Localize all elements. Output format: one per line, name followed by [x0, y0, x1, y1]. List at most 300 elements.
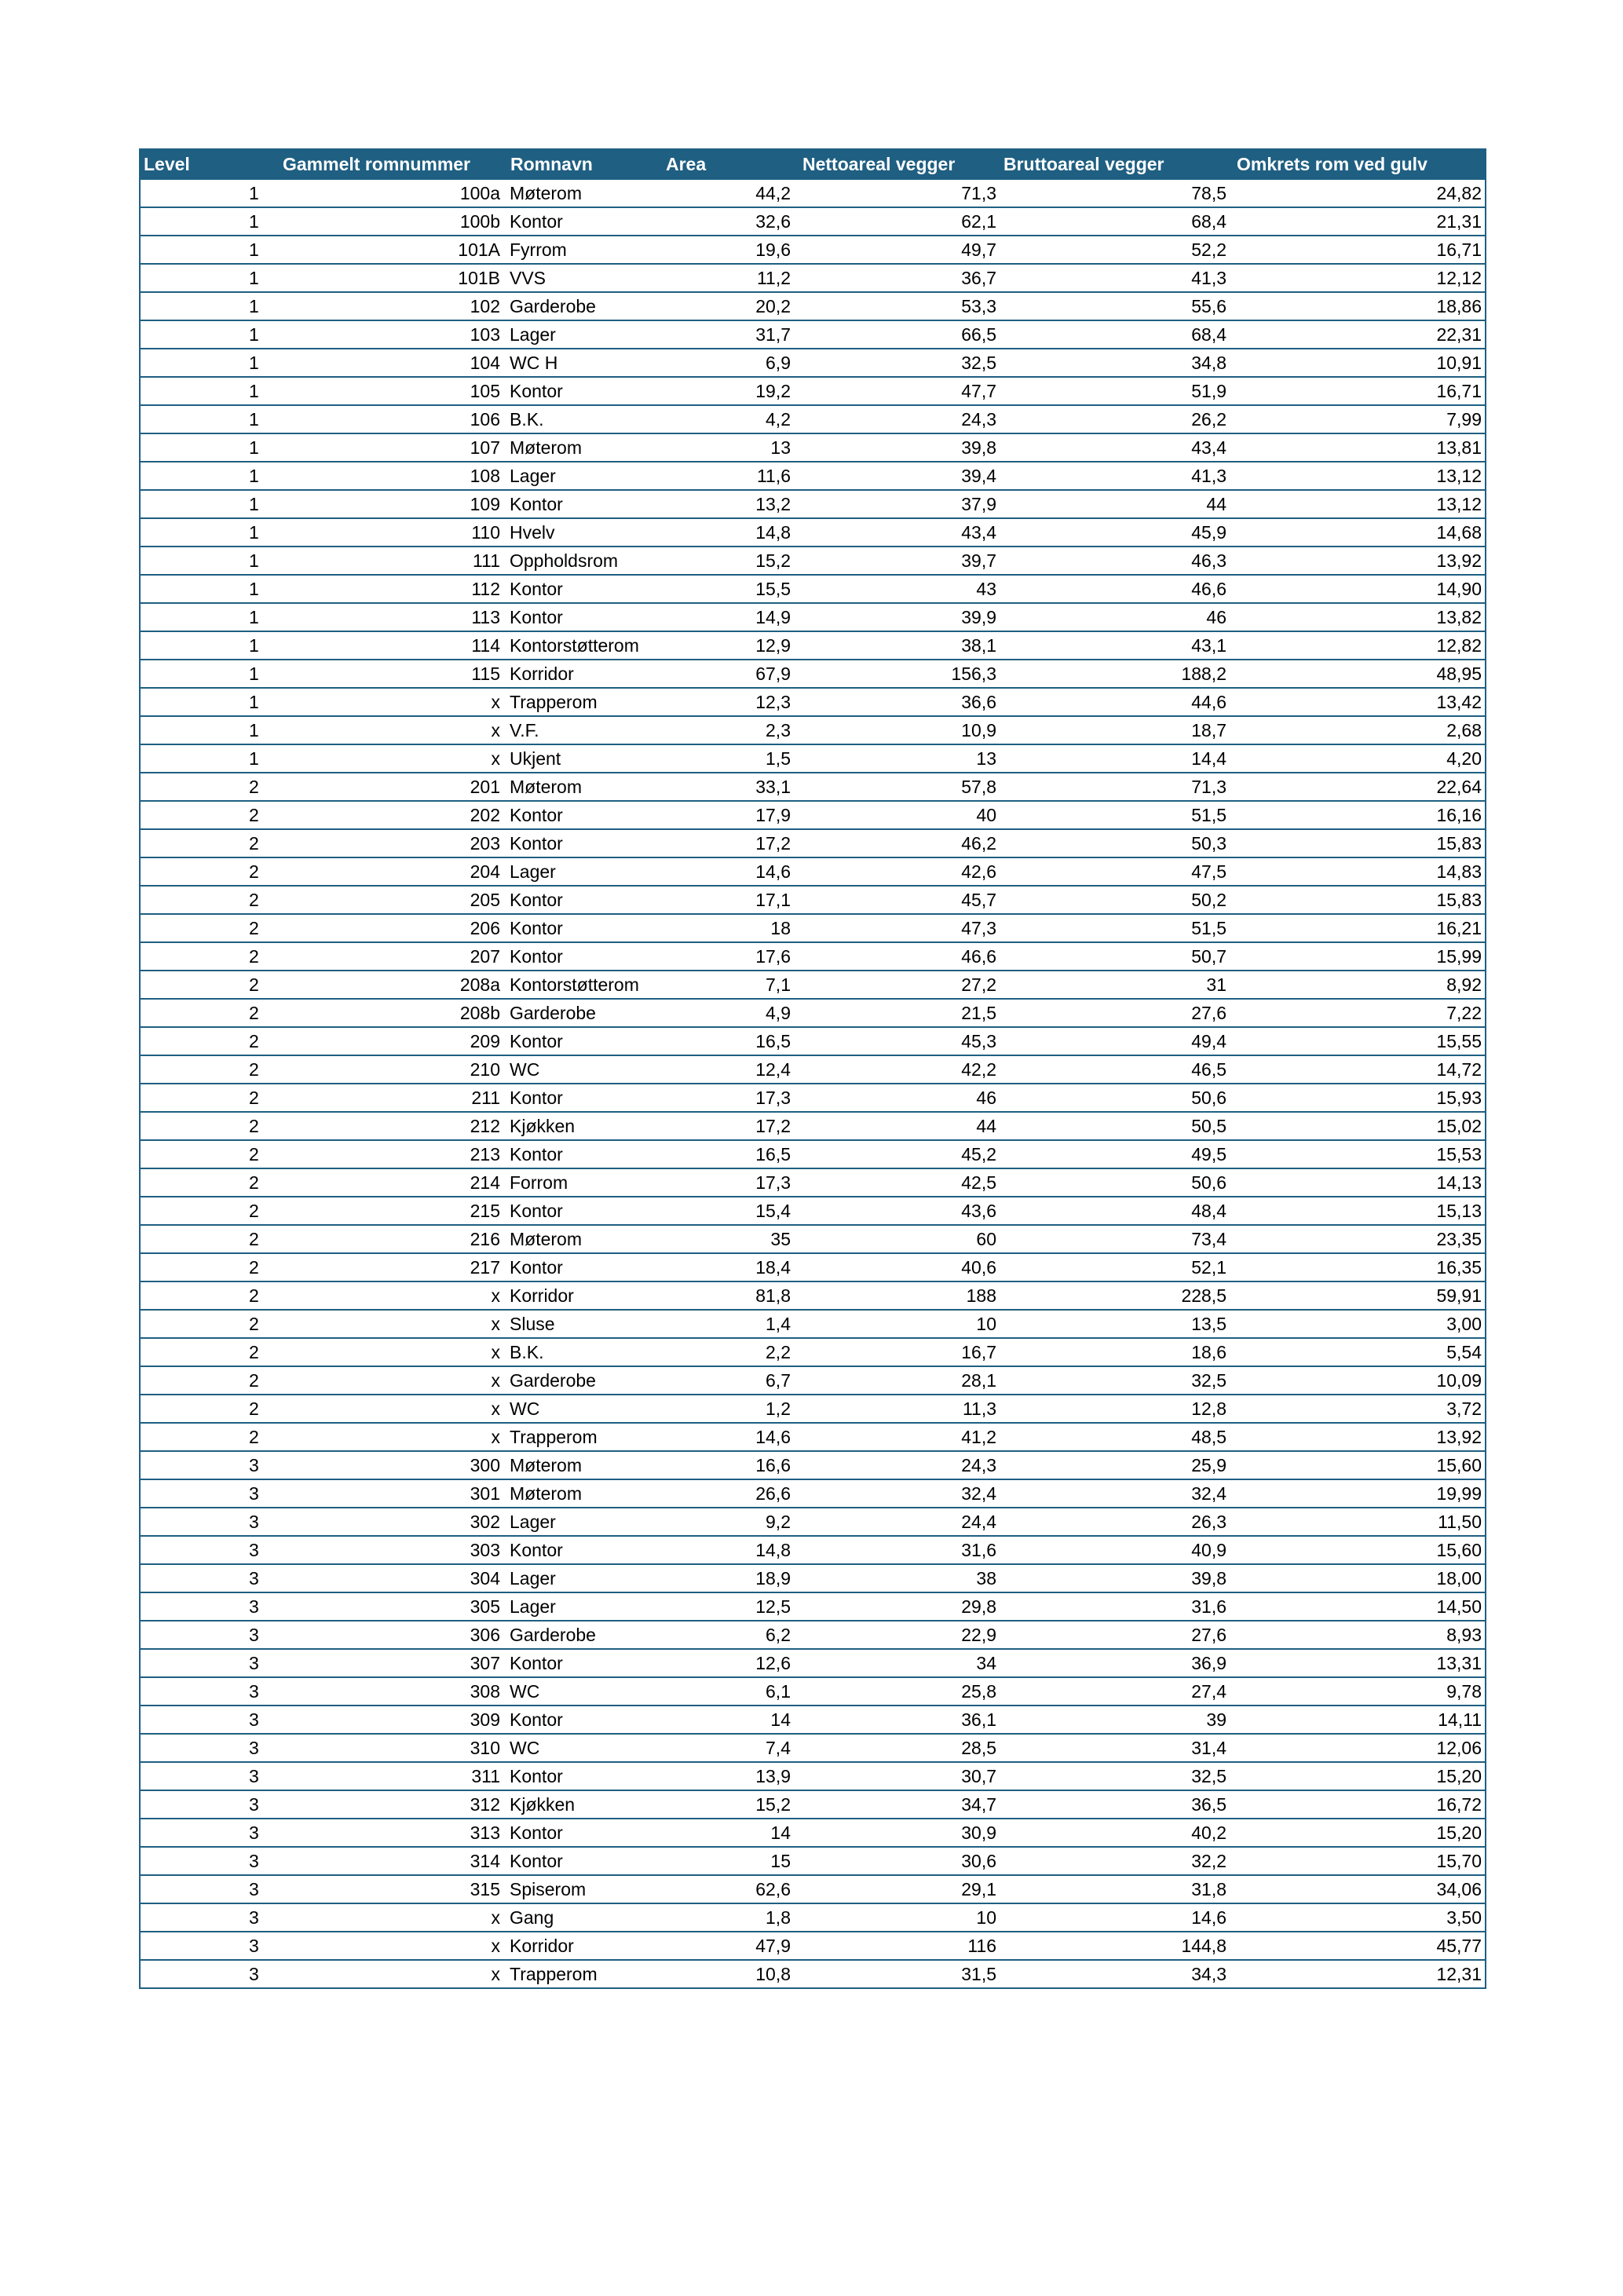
cell-area: 20,2 — [662, 292, 794, 320]
cell-floor-perimeter: 4,20 — [1230, 744, 1486, 773]
cell-net-wall-area: 37,9 — [794, 490, 1000, 518]
cell-level: 2 — [140, 1168, 266, 1197]
table-row — [140, 1536, 1486, 1564]
cell-gross-wall-area: 46,6 — [1000, 575, 1230, 603]
cell-level: 1 — [140, 518, 266, 547]
table-row — [140, 1338, 1486, 1366]
cell-old-room-number: x — [266, 1932, 506, 1960]
cell-level: 3 — [140, 1706, 266, 1734]
cell-level: 2 — [140, 1395, 266, 1423]
cell-gross-wall-area: 50,2 — [1000, 886, 1230, 914]
table-row — [140, 1734, 1486, 1762]
cell-old-room-number: 312 — [266, 1790, 506, 1819]
table-row — [140, 1903, 1486, 1932]
cell-gross-wall-area: 68,4 — [1000, 320, 1230, 349]
cell-old-room-number: 100a — [266, 179, 506, 207]
cell-area: 6,7 — [662, 1366, 794, 1395]
cell-old-room-number: 205 — [266, 886, 506, 914]
cell-gross-wall-area: 27,6 — [1000, 999, 1230, 1027]
cell-net-wall-area: 40,6 — [794, 1253, 1000, 1281]
cell-area: 4,2 — [662, 405, 794, 433]
cell-room-name: Kontor — [506, 1253, 662, 1281]
cell-area: 81,8 — [662, 1281, 794, 1310]
table-row — [140, 264, 1486, 292]
cell-floor-perimeter: 12,12 — [1230, 264, 1486, 292]
cell-net-wall-area: 43 — [794, 575, 1000, 603]
cell-floor-perimeter: 22,31 — [1230, 320, 1486, 349]
cell-old-room-number: 212 — [266, 1112, 506, 1140]
cell-area: 14 — [662, 1706, 794, 1734]
cell-floor-perimeter: 15,99 — [1230, 942, 1486, 971]
cell-old-room-number: x — [266, 1310, 506, 1338]
cell-gross-wall-area: 32,2 — [1000, 1847, 1230, 1875]
cell-area: 12,3 — [662, 688, 794, 716]
cell-net-wall-area: 30,9 — [794, 1819, 1000, 1847]
cell-net-wall-area: 32,5 — [794, 349, 1000, 377]
cell-net-wall-area: 30,6 — [794, 1847, 1000, 1875]
cell-floor-perimeter: 3,72 — [1230, 1395, 1486, 1423]
cell-room-name: Lager — [506, 1508, 662, 1536]
table-row — [140, 349, 1486, 377]
table-row — [140, 490, 1486, 518]
cell-room-name: Møterom — [506, 179, 662, 207]
cell-room-name: Garderobe — [506, 1621, 662, 1649]
cell-gross-wall-area: 40,2 — [1000, 1819, 1230, 1847]
cell-level: 3 — [140, 1649, 266, 1677]
cell-room-name: Kontor — [506, 1649, 662, 1677]
cell-level: 1 — [140, 631, 266, 660]
cell-net-wall-area: 41,2 — [794, 1423, 1000, 1451]
table-row — [140, 1451, 1486, 1479]
cell-gross-wall-area: 32,5 — [1000, 1762, 1230, 1790]
cell-old-room-number: 217 — [266, 1253, 506, 1281]
cell-net-wall-area: 116 — [794, 1932, 1000, 1960]
cell-old-room-number: 206 — [266, 914, 506, 942]
cell-old-room-number: 109 — [266, 490, 506, 518]
cell-room-name: WC H — [506, 349, 662, 377]
cell-gross-wall-area: 31 — [1000, 971, 1230, 999]
table-row — [140, 1366, 1486, 1395]
cell-net-wall-area: 39,4 — [794, 462, 1000, 490]
table-row — [140, 801, 1486, 829]
cell-room-name: Sluse — [506, 1310, 662, 1338]
cell-level: 3 — [140, 1790, 266, 1819]
cell-area: 14,6 — [662, 1423, 794, 1451]
cell-old-room-number: 208b — [266, 999, 506, 1027]
cell-gross-wall-area: 50,5 — [1000, 1112, 1230, 1140]
cell-gross-wall-area: 188,2 — [1000, 660, 1230, 688]
cell-floor-perimeter: 14,11 — [1230, 1706, 1486, 1734]
cell-old-room-number: 216 — [266, 1225, 506, 1253]
cell-area: 33,1 — [662, 773, 794, 801]
table-row — [140, 1677, 1486, 1706]
table-row — [140, 1621, 1486, 1649]
cell-net-wall-area: 30,7 — [794, 1762, 1000, 1790]
cell-level: 1 — [140, 462, 266, 490]
cell-floor-perimeter: 13,12 — [1230, 490, 1486, 518]
cell-room-name: Forrom — [506, 1168, 662, 1197]
cell-net-wall-area: 32,4 — [794, 1479, 1000, 1508]
cell-area: 1,8 — [662, 1903, 794, 1932]
cell-room-name: Hvelv — [506, 518, 662, 547]
cell-area: 19,2 — [662, 377, 794, 405]
cell-level: 1 — [140, 716, 266, 744]
cell-gross-wall-area: 71,3 — [1000, 773, 1230, 801]
cell-old-room-number: 313 — [266, 1819, 506, 1847]
table-row — [140, 1055, 1486, 1084]
cell-room-name: Oppholdsrom — [506, 547, 662, 575]
cell-old-room-number: 202 — [266, 801, 506, 829]
cell-level: 1 — [140, 405, 266, 433]
cell-old-room-number: 209 — [266, 1027, 506, 1055]
cell-gross-wall-area: 46,5 — [1000, 1055, 1230, 1084]
cell-gross-wall-area: 49,5 — [1000, 1140, 1230, 1168]
table-row — [140, 1225, 1486, 1253]
table-row — [140, 942, 1486, 971]
cell-old-room-number: 114 — [266, 631, 506, 660]
cell-area: 1,2 — [662, 1395, 794, 1423]
cell-net-wall-area: 16,7 — [794, 1338, 1000, 1366]
table-row — [140, 716, 1486, 744]
cell-level: 2 — [140, 801, 266, 829]
cell-floor-perimeter: 15,60 — [1230, 1536, 1486, 1564]
cell-level: 3 — [140, 1536, 266, 1564]
cell-area: 62,6 — [662, 1875, 794, 1903]
cell-gross-wall-area: 25,9 — [1000, 1451, 1230, 1479]
header-net-wall-area: Nettoareal vegger — [794, 149, 1000, 179]
cell-net-wall-area: 11,3 — [794, 1395, 1000, 1423]
cell-area: 17,9 — [662, 801, 794, 829]
table-row — [140, 377, 1486, 405]
cell-level: 1 — [140, 207, 266, 236]
cell-net-wall-area: 71,3 — [794, 179, 1000, 207]
table-row — [140, 1649, 1486, 1677]
cell-gross-wall-area: 34,8 — [1000, 349, 1230, 377]
table-row — [140, 829, 1486, 857]
cell-floor-perimeter: 15,93 — [1230, 1084, 1486, 1112]
cell-level: 2 — [140, 1084, 266, 1112]
cell-gross-wall-area: 12,8 — [1000, 1395, 1230, 1423]
cell-old-room-number: 101A — [266, 236, 506, 264]
cell-old-room-number: 311 — [266, 1762, 506, 1790]
cell-old-room-number: 308 — [266, 1677, 506, 1706]
table-row — [140, 1084, 1486, 1112]
cell-room-name: Kontor — [506, 914, 662, 942]
cell-old-room-number: x — [266, 1395, 506, 1423]
cell-net-wall-area: 25,8 — [794, 1677, 1000, 1706]
cell-area: 14 — [662, 1819, 794, 1847]
cell-net-wall-area: 29,1 — [794, 1875, 1000, 1903]
cell-old-room-number: 108 — [266, 462, 506, 490]
cell-area: 7,4 — [662, 1734, 794, 1762]
cell-area: 17,3 — [662, 1168, 794, 1197]
cell-floor-perimeter: 14,68 — [1230, 518, 1486, 547]
cell-floor-perimeter: 7,22 — [1230, 999, 1486, 1027]
cell-room-name: Garderobe — [506, 1366, 662, 1395]
cell-area: 10,8 — [662, 1960, 794, 1988]
cell-level: 2 — [140, 1310, 266, 1338]
cell-floor-perimeter: 14,72 — [1230, 1055, 1486, 1084]
cell-net-wall-area: 47,7 — [794, 377, 1000, 405]
cell-area: 35 — [662, 1225, 794, 1253]
cell-gross-wall-area: 48,4 — [1000, 1197, 1230, 1225]
cell-area: 47,9 — [662, 1932, 794, 1960]
cell-area: 17,6 — [662, 942, 794, 971]
cell-gross-wall-area: 78,5 — [1000, 179, 1230, 207]
table-row — [140, 462, 1486, 490]
cell-gross-wall-area: 45,9 — [1000, 518, 1230, 547]
cell-net-wall-area: 36,1 — [794, 1706, 1000, 1734]
cell-floor-perimeter: 16,72 — [1230, 1790, 1486, 1819]
cell-floor-perimeter: 3,50 — [1230, 1903, 1486, 1932]
cell-room-name: Kontor — [506, 801, 662, 829]
header-old-room-number: Gammelt romnummer — [266, 149, 506, 179]
cell-net-wall-area: 13 — [794, 744, 1000, 773]
cell-old-room-number: 305 — [266, 1592, 506, 1621]
cell-level: 1 — [140, 292, 266, 320]
cell-area: 14,6 — [662, 857, 794, 886]
cell-old-room-number: 105 — [266, 377, 506, 405]
cell-area: 12,9 — [662, 631, 794, 660]
cell-old-room-number: 302 — [266, 1508, 506, 1536]
cell-old-room-number: 211 — [266, 1084, 506, 1112]
cell-area: 1,5 — [662, 744, 794, 773]
cell-floor-perimeter: 16,35 — [1230, 1253, 1486, 1281]
cell-floor-perimeter: 10,91 — [1230, 349, 1486, 377]
cell-room-name: WC — [506, 1395, 662, 1423]
cell-gross-wall-area: 52,1 — [1000, 1253, 1230, 1281]
cell-level: 2 — [140, 1281, 266, 1310]
cell-floor-perimeter: 13,31 — [1230, 1649, 1486, 1677]
cell-old-room-number: 103 — [266, 320, 506, 349]
cell-area: 6,2 — [662, 1621, 794, 1649]
cell-level: 1 — [140, 377, 266, 405]
cell-room-name: Kontor — [506, 1536, 662, 1564]
cell-room-name: Lager — [506, 462, 662, 490]
cell-room-name: WC — [506, 1677, 662, 1706]
cell-area: 4,9 — [662, 999, 794, 1027]
cell-net-wall-area: 24,3 — [794, 1451, 1000, 1479]
table-row — [140, 1932, 1486, 1960]
cell-area: 2,3 — [662, 716, 794, 744]
cell-net-wall-area: 31,5 — [794, 1960, 1000, 1988]
table-row — [140, 1819, 1486, 1847]
cell-room-name: Kontor — [506, 490, 662, 518]
cell-gross-wall-area: 36,5 — [1000, 1790, 1230, 1819]
cell-net-wall-area: 45,3 — [794, 1027, 1000, 1055]
table-row — [140, 405, 1486, 433]
cell-old-room-number: x — [266, 744, 506, 773]
cell-net-wall-area: 36,7 — [794, 264, 1000, 292]
cell-area: 18,4 — [662, 1253, 794, 1281]
cell-level: 3 — [140, 1847, 266, 1875]
cell-floor-perimeter: 16,16 — [1230, 801, 1486, 829]
cell-old-room-number: 110 — [266, 518, 506, 547]
cell-net-wall-area: 57,8 — [794, 773, 1000, 801]
cell-level: 1 — [140, 575, 266, 603]
cell-net-wall-area: 42,5 — [794, 1168, 1000, 1197]
cell-gross-wall-area: 40,9 — [1000, 1536, 1230, 1564]
cell-room-name: WC — [506, 1734, 662, 1762]
cell-room-name: Møterom — [506, 1225, 662, 1253]
cell-net-wall-area: 47,3 — [794, 914, 1000, 942]
cell-room-name: VVS — [506, 264, 662, 292]
cell-gross-wall-area: 68,4 — [1000, 207, 1230, 236]
cell-floor-perimeter: 8,93 — [1230, 1621, 1486, 1649]
cell-level: 1 — [140, 490, 266, 518]
cell-gross-wall-area: 52,2 — [1000, 236, 1230, 264]
cell-floor-perimeter: 34,06 — [1230, 1875, 1486, 1903]
cell-floor-perimeter: 8,92 — [1230, 971, 1486, 999]
table-row — [140, 1564, 1486, 1592]
cell-level: 2 — [140, 829, 266, 857]
cell-room-name: Kontor — [506, 377, 662, 405]
cell-room-name: Lager — [506, 1564, 662, 1592]
cell-gross-wall-area: 50,7 — [1000, 942, 1230, 971]
room-table-sheet — [139, 148, 1485, 1989]
cell-gross-wall-area: 46,3 — [1000, 547, 1230, 575]
cell-level: 2 — [140, 773, 266, 801]
cell-area: 2,2 — [662, 1338, 794, 1366]
cell-old-room-number: 107 — [266, 433, 506, 462]
cell-level: 2 — [140, 1423, 266, 1451]
cell-net-wall-area: 39,7 — [794, 547, 1000, 575]
cell-level: 2 — [140, 1197, 266, 1225]
cell-area: 12,5 — [662, 1592, 794, 1621]
cell-gross-wall-area: 50,6 — [1000, 1168, 1230, 1197]
cell-old-room-number: 304 — [266, 1564, 506, 1592]
cell-room-name: Kontor — [506, 1084, 662, 1112]
cell-net-wall-area: 62,1 — [794, 207, 1000, 236]
cell-room-name: Fyrrom — [506, 236, 662, 264]
cell-floor-perimeter: 22,64 — [1230, 773, 1486, 801]
cell-floor-perimeter: 9,78 — [1230, 1677, 1486, 1706]
cell-net-wall-area: 44 — [794, 1112, 1000, 1140]
cell-net-wall-area: 36,6 — [794, 688, 1000, 716]
cell-net-wall-area: 43,4 — [794, 518, 1000, 547]
cell-old-room-number: 113 — [266, 603, 506, 631]
cell-net-wall-area: 39,8 — [794, 433, 1000, 462]
cell-room-name: Kontor — [506, 1819, 662, 1847]
cell-level: 3 — [140, 1875, 266, 1903]
table-row — [140, 971, 1486, 999]
table-row — [140, 773, 1486, 801]
cell-level: 3 — [140, 1621, 266, 1649]
table-row — [140, 1762, 1486, 1790]
cell-level: 3 — [140, 1903, 266, 1932]
cell-net-wall-area: 46,6 — [794, 942, 1000, 971]
cell-area: 31,7 — [662, 320, 794, 349]
cell-old-room-number: 210 — [266, 1055, 506, 1084]
cell-gross-wall-area: 55,6 — [1000, 292, 1230, 320]
cell-floor-perimeter: 59,91 — [1230, 1281, 1486, 1310]
cell-old-room-number: x — [266, 1960, 506, 1988]
cell-area: 15 — [662, 1847, 794, 1875]
cell-floor-perimeter: 13,92 — [1230, 547, 1486, 575]
cell-room-name: Kontor — [506, 1197, 662, 1225]
cell-floor-perimeter: 12,31 — [1230, 1960, 1486, 1988]
cell-area: 15,2 — [662, 547, 794, 575]
cell-floor-perimeter: 19,99 — [1230, 1479, 1486, 1508]
cell-floor-perimeter: 11,50 — [1230, 1508, 1486, 1536]
cell-gross-wall-area: 32,5 — [1000, 1366, 1230, 1395]
table-row — [140, 179, 1486, 207]
cell-gross-wall-area: 73,4 — [1000, 1225, 1230, 1253]
table-row — [140, 886, 1486, 914]
cell-area: 26,6 — [662, 1479, 794, 1508]
cell-room-name: Korridor — [506, 1932, 662, 1960]
cell-level: 1 — [140, 236, 266, 264]
cell-room-name: Garderobe — [506, 292, 662, 320]
cell-area: 44,2 — [662, 179, 794, 207]
cell-old-room-number: x — [266, 1423, 506, 1451]
cell-floor-perimeter: 13,92 — [1230, 1423, 1486, 1451]
table-row — [140, 1960, 1486, 1988]
table-row — [140, 1310, 1486, 1338]
cell-room-name: Korridor — [506, 1281, 662, 1310]
cell-gross-wall-area: 47,5 — [1000, 857, 1230, 886]
cell-level: 2 — [140, 1027, 266, 1055]
table-row — [140, 688, 1486, 716]
cell-level: 2 — [140, 999, 266, 1027]
table-row — [140, 236, 1486, 264]
table-row — [140, 547, 1486, 575]
table-body — [140, 179, 1486, 1988]
cell-net-wall-area: 39,9 — [794, 603, 1000, 631]
table-row — [140, 999, 1486, 1027]
cell-gross-wall-area: 46 — [1000, 603, 1230, 631]
cell-floor-perimeter: 14,50 — [1230, 1592, 1486, 1621]
cell-gross-wall-area: 228,5 — [1000, 1281, 1230, 1310]
cell-net-wall-area: 46 — [794, 1084, 1000, 1112]
cell-area: 11,6 — [662, 462, 794, 490]
cell-old-room-number: x — [266, 716, 506, 744]
cell-area: 1,4 — [662, 1310, 794, 1338]
cell-gross-wall-area: 14,6 — [1000, 1903, 1230, 1932]
cell-room-name: Kontor — [506, 1847, 662, 1875]
cell-gross-wall-area: 32,4 — [1000, 1479, 1230, 1508]
cell-room-name: Kontor — [506, 1706, 662, 1734]
cell-room-name: Kontorstøtterom — [506, 631, 662, 660]
cell-old-room-number: 309 — [266, 1706, 506, 1734]
cell-gross-wall-area: 26,3 — [1000, 1508, 1230, 1536]
cell-room-name: B.K. — [506, 1338, 662, 1366]
cell-floor-perimeter: 45,77 — [1230, 1932, 1486, 1960]
cell-room-name: Kontor — [506, 829, 662, 857]
cell-old-room-number: 301 — [266, 1479, 506, 1508]
cell-old-room-number: 204 — [266, 857, 506, 886]
cell-area: 18 — [662, 914, 794, 942]
header-gross-wall-area: Bruttoareal vegger — [1000, 149, 1230, 179]
cell-area: 32,6 — [662, 207, 794, 236]
cell-floor-perimeter: 23,35 — [1230, 1225, 1486, 1253]
cell-level: 3 — [140, 1960, 266, 1988]
cell-old-room-number: 112 — [266, 575, 506, 603]
cell-floor-perimeter: 14,83 — [1230, 857, 1486, 886]
cell-room-name: Kontorstøtterom — [506, 971, 662, 999]
cell-level: 2 — [140, 942, 266, 971]
cell-net-wall-area: 28,1 — [794, 1366, 1000, 1395]
cell-room-name: WC — [506, 1055, 662, 1084]
cell-floor-perimeter: 13,81 — [1230, 433, 1486, 462]
cell-area: 18,9 — [662, 1564, 794, 1592]
cell-room-name: V.F. — [506, 716, 662, 744]
cell-area: 7,1 — [662, 971, 794, 999]
cell-floor-perimeter: 21,31 — [1230, 207, 1486, 236]
cell-net-wall-area: 156,3 — [794, 660, 1000, 688]
cell-area: 13,9 — [662, 1762, 794, 1790]
table-row — [140, 1281, 1486, 1310]
